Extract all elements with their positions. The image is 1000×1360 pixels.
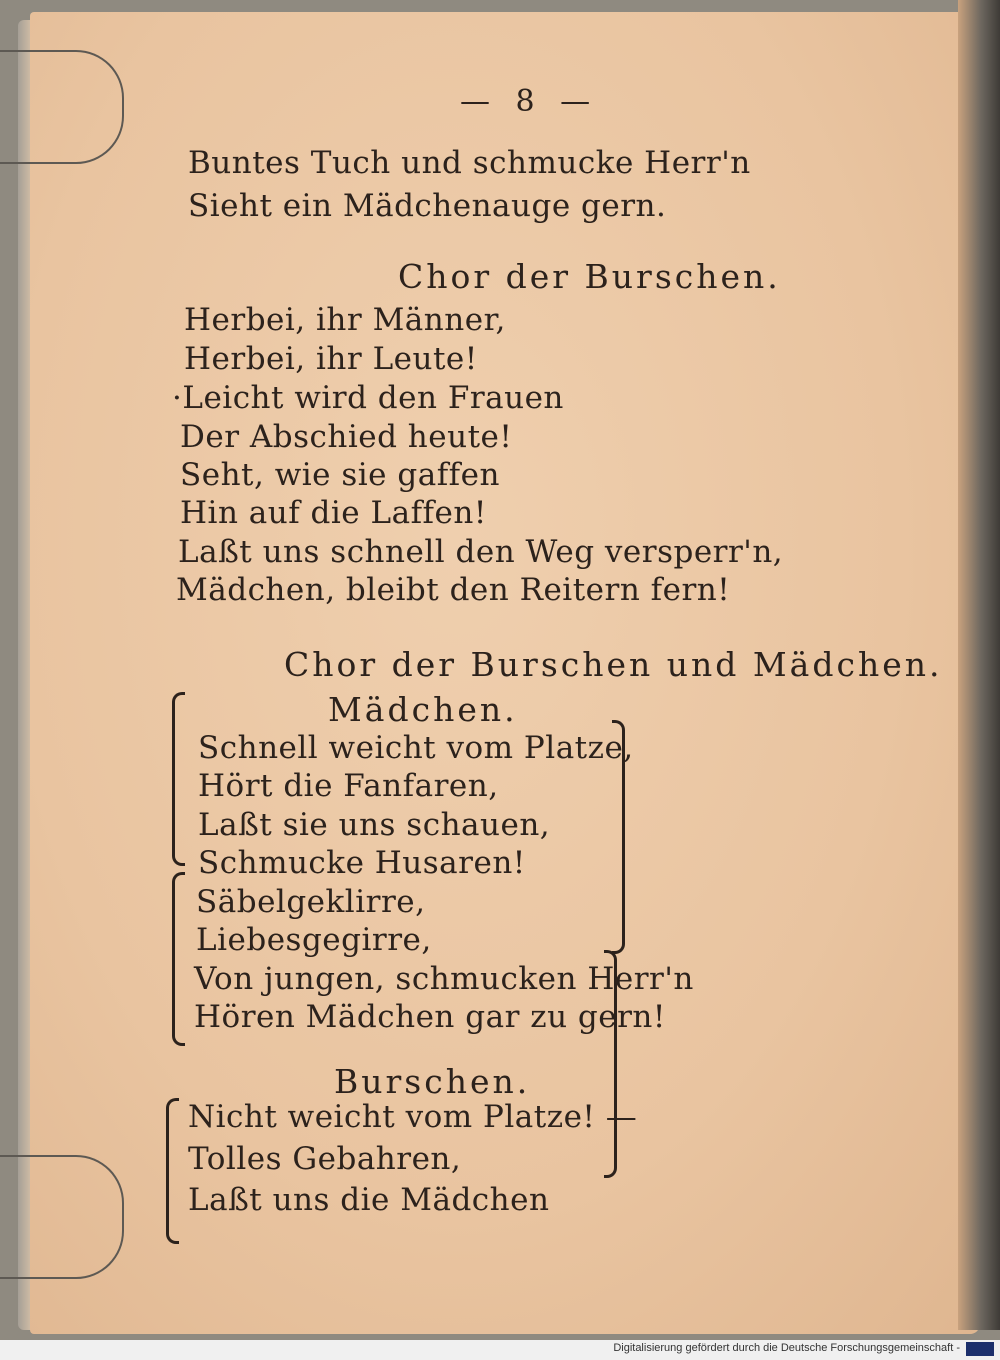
maedchen-line-2: Hört die Fanfaren, xyxy=(198,768,499,804)
section1-line-1: Herbei, ihr Männer, xyxy=(184,302,506,338)
opening-line-1: Buntes Tuch und schmucke Herr'n xyxy=(188,145,751,181)
burschen-heading: Burschen. xyxy=(334,1062,531,1101)
section1-line-7: Laßt uns schnell den Weg versperr'n, xyxy=(178,534,784,570)
left-brace-3 xyxy=(166,1098,179,1244)
maedchen-line-5: Säbelgeklirre, xyxy=(196,884,426,920)
clip-bottom xyxy=(0,1155,124,1279)
clip-top xyxy=(0,50,124,164)
footer-bar xyxy=(0,1340,1000,1360)
book-spine xyxy=(958,0,1000,1330)
maedchen-line-4: Schmucke Husaren! xyxy=(198,845,526,881)
page-number: — 8 — xyxy=(460,84,599,119)
maedchen-line-3: Laßt sie uns schauen, xyxy=(198,807,551,843)
section1-line-3: ·Leicht wird den Frauen xyxy=(172,380,564,416)
maedchen-line-8: Hören Mädchen gar zu gern! xyxy=(194,999,666,1035)
section1-line-8: Mädchen, bleibt den Reitern fern! xyxy=(176,572,731,608)
section1-line-4: Der Abschied heute! xyxy=(180,419,513,455)
dfg-logo xyxy=(966,1342,994,1356)
footer-text: Digitalisierung gefördert durch die Deutsche Forschungsgemeinschaft - xyxy=(613,1342,960,1354)
section1-line-5: Seht, wie sie gaffen xyxy=(180,457,500,493)
left-brace-1 xyxy=(172,692,185,866)
maedchen-heading: Mädchen. xyxy=(328,690,518,729)
opening-line-2: Sieht ein Mädchenauge gern. xyxy=(188,188,667,224)
burschen-line-1: Nicht weicht vom Platze! — xyxy=(188,1099,638,1135)
burschen-line-2: Tolles Gebahren, xyxy=(188,1141,462,1177)
maedchen-line-1: Schnell weicht vom Platze, xyxy=(198,730,634,766)
section1-heading: Chor der Burschen. xyxy=(398,257,781,296)
section1-line-2: Herbei, ihr Leute! xyxy=(184,341,478,377)
section2-heading: Chor der Burschen und Mädchen. xyxy=(284,645,943,684)
burschen-line-3: Laßt uns die Mädchen xyxy=(188,1182,550,1218)
maedchen-line-6: Liebesgegirre, xyxy=(196,922,432,958)
maedchen-line-7: Von jungen, schmucken Herr'n xyxy=(194,961,694,997)
section1-line-6: Hin auf die Laffen! xyxy=(180,495,487,531)
left-brace-2 xyxy=(172,872,185,1046)
